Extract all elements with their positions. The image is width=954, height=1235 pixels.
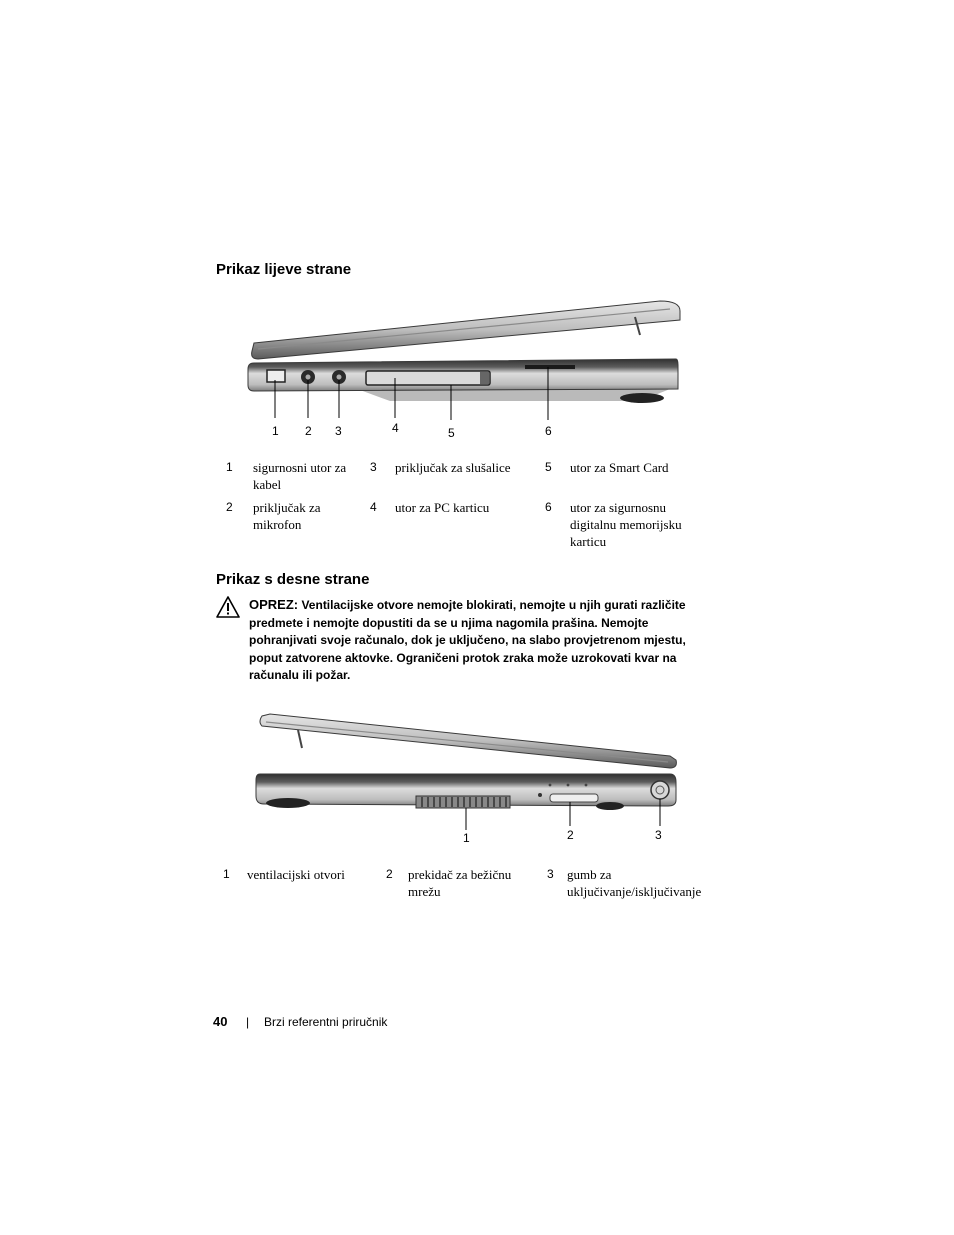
caution-body — [249, 596, 719, 685]
laptop-left-side-image — [240, 295, 685, 420]
legend-num: 3 — [547, 867, 554, 881]
section-heading-left-view: Prikaz lijeve strane — [216, 261, 352, 278]
legend-num: 1 — [223, 867, 230, 881]
laptop-right-side-image — [250, 708, 680, 833]
callout-5: 5 — [448, 426, 455, 440]
legend-num: 6 — [545, 500, 552, 514]
legend-text: sigurnosni utor za kabel — [253, 460, 347, 492]
legend-text: priključak za slušalice — [395, 460, 511, 475]
legend-text: gumb za uključivanje/isključivanje — [567, 867, 702, 899]
legend-text: utor za Smart Card — [570, 460, 669, 475]
legend-num: 3 — [370, 460, 377, 474]
callout-2: 2 — [305, 424, 312, 438]
section-heading-right-view: Prikaz s desne strane — [216, 571, 370, 588]
legend-text: priključak za mikrofon — [253, 500, 321, 532]
legend-num: 2 — [386, 867, 393, 881]
callout-6: 6 — [545, 424, 552, 438]
legend-text: utor za sigurnosnu digitalnu memorijsku karticu — [570, 500, 682, 549]
callout-1: 1 — [272, 424, 279, 438]
warning-triangle-icon — [216, 596, 240, 618]
callout-2: 2 — [567, 828, 574, 842]
legend-num: 4 — [370, 500, 377, 514]
legend-text: utor za PC karticu — [395, 500, 490, 515]
legend-num: 1 — [226, 460, 233, 474]
legend-text: ventilacijski otvori — [247, 867, 345, 882]
legend-num: 5 — [545, 460, 552, 474]
callout-4: 4 — [392, 421, 399, 435]
footer-title: Brzi referentni priručnik — [264, 1015, 388, 1029]
caution-text: Ventilacijske otvore nemojte blokirati, nemojte u njih gurati različite predmete i nemojte dopustiti da se u njima nagomila prašina. Nemojte pohranjivati svoje računalo, dok je uključeno, na slabo provjetrenom mjestu, poput zatvorene aktovke. Ograničeni protok zraka može uzrokovati kvar na računalu ili požar. — [249, 598, 686, 682]
callout-1: 1 — [463, 831, 470, 845]
legend-num: 2 — [226, 500, 233, 514]
legend-text: prekidač za bežičnu mrežu — [408, 867, 512, 899]
callout-3: 3 — [335, 424, 342, 438]
callout-3: 3 — [655, 828, 662, 842]
footer-separator: | — [246, 1015, 250, 1029]
page-number: 40 — [213, 1014, 228, 1029]
caution-label: OPREZ: — [249, 597, 299, 612]
